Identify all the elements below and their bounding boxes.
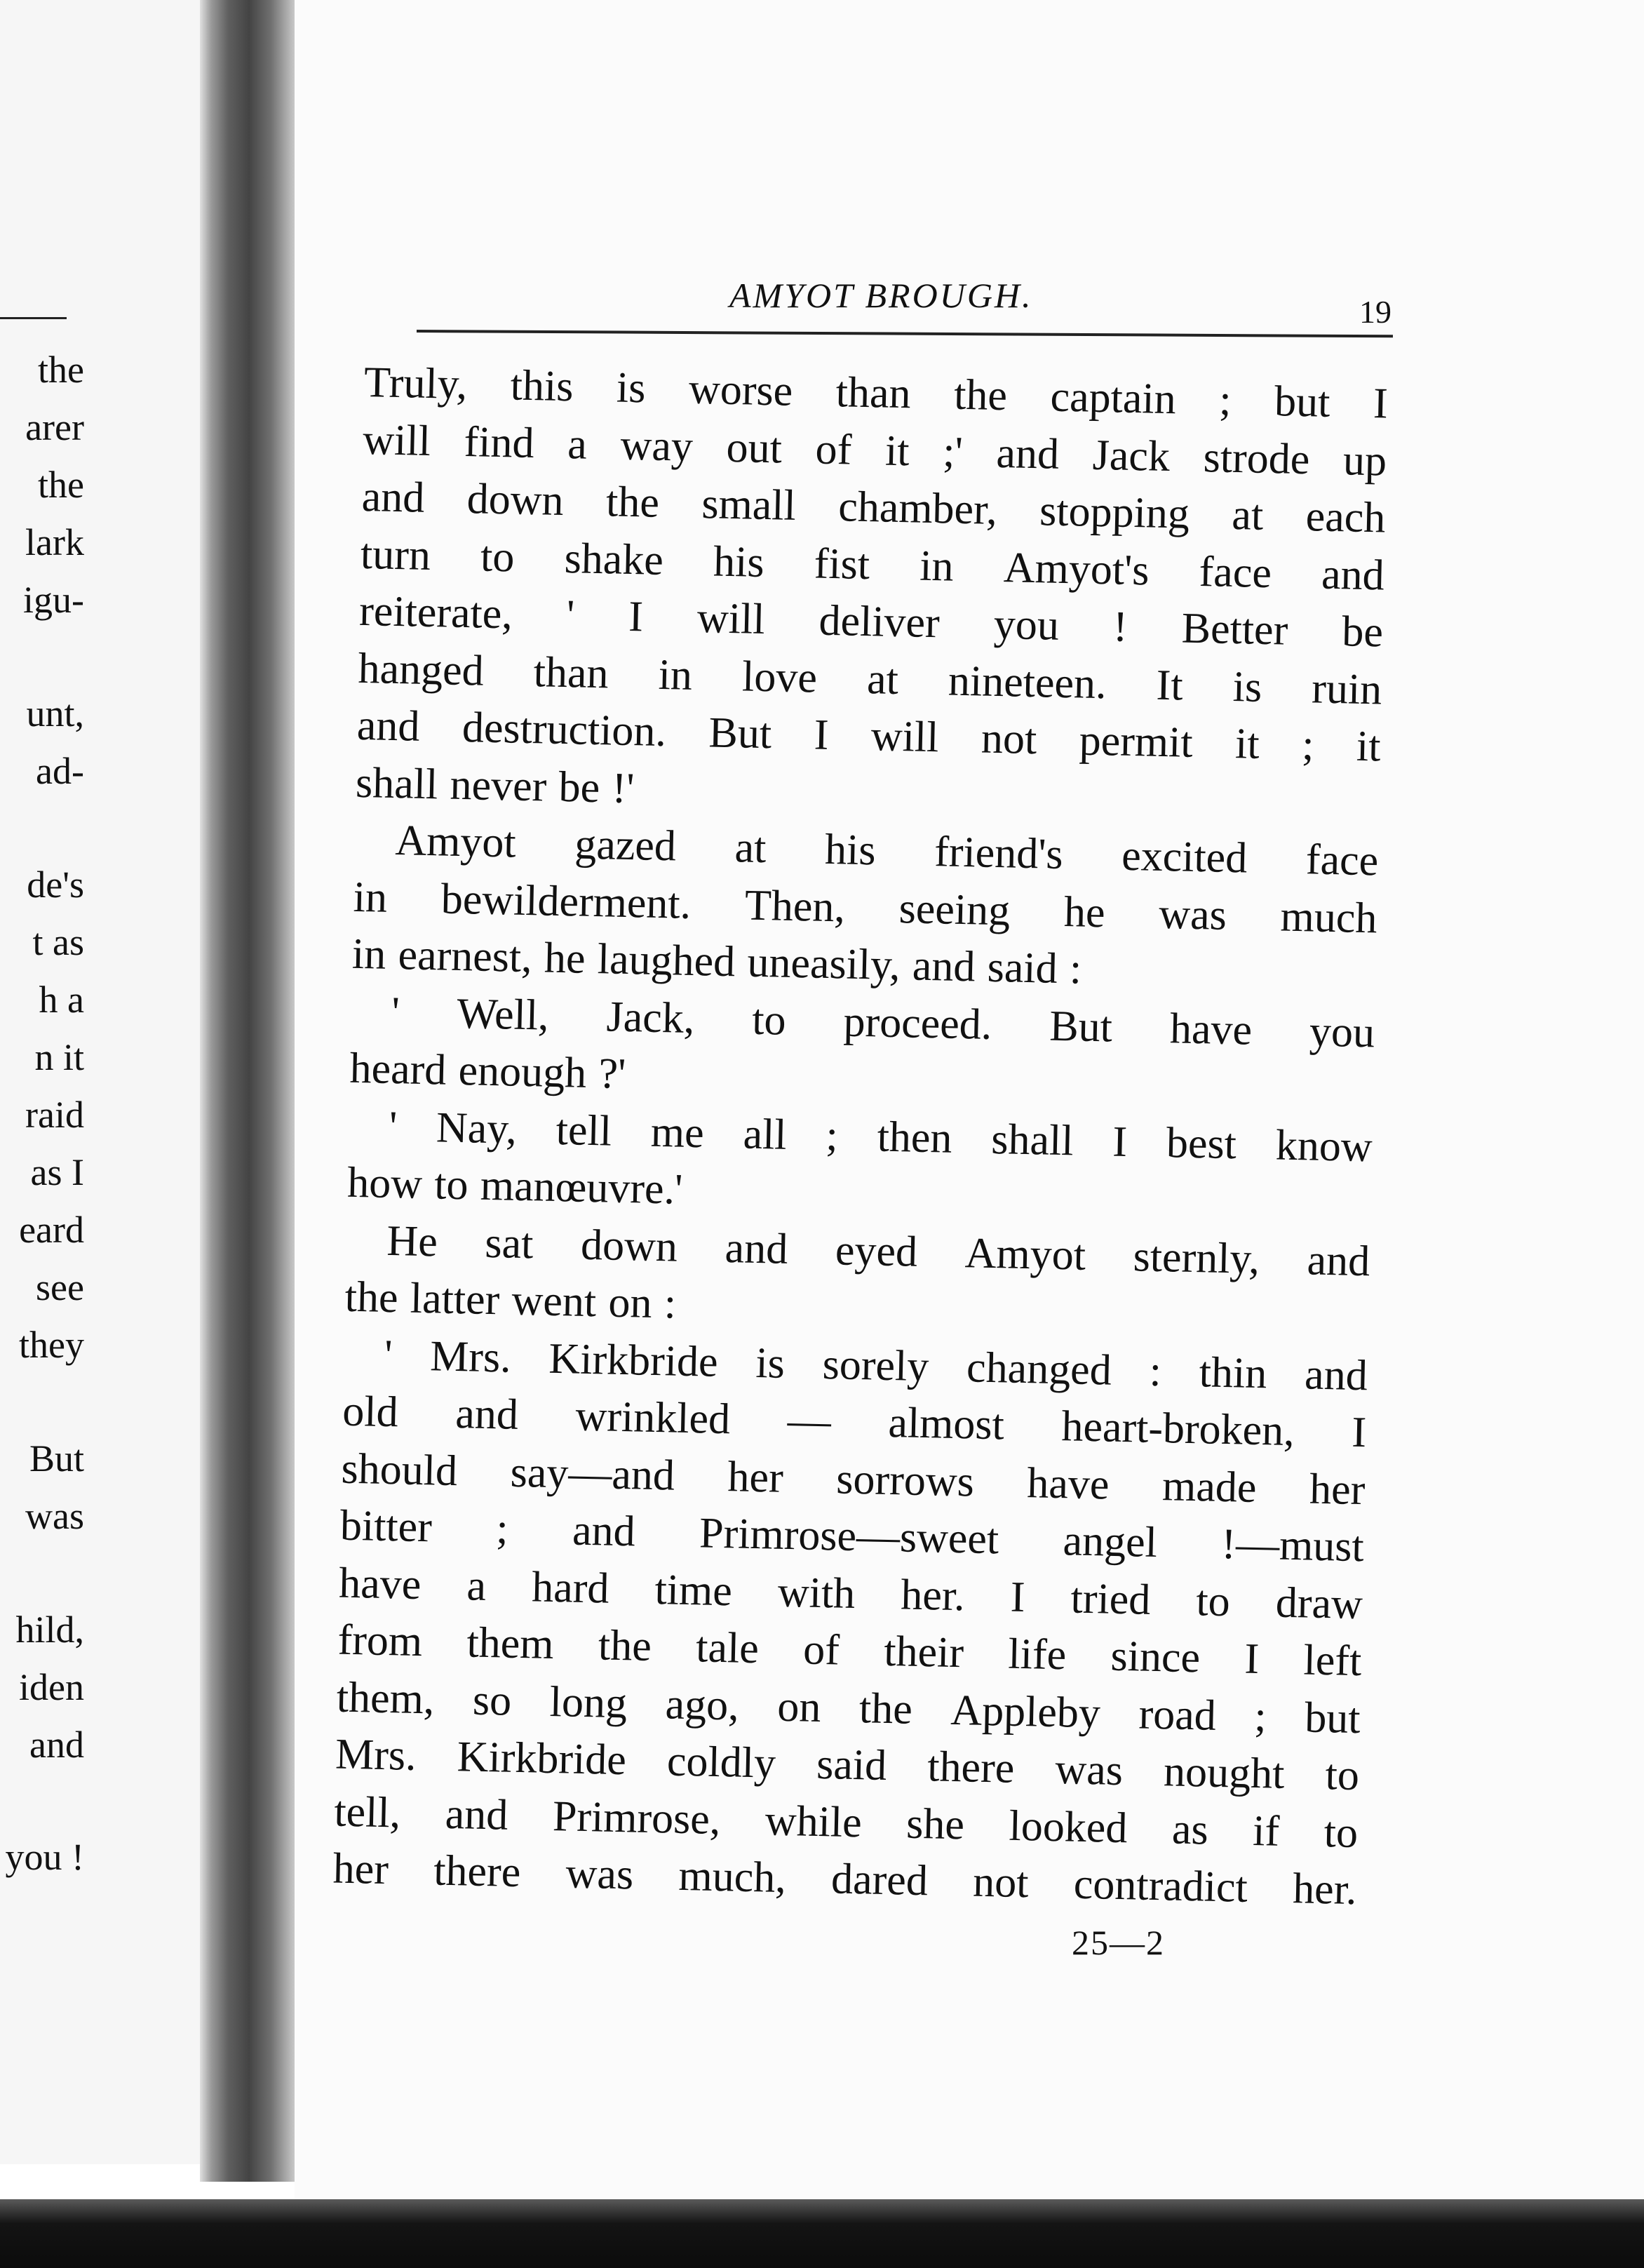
text-line: turn to shake his fist in Amyot's face and — [360, 530, 1385, 600]
text-line: reiterate, ' I will deliver you ! Better be — [358, 586, 1384, 657]
text-line: heard enough ?' — [349, 1044, 626, 1099]
left-page-fragment: the — [38, 464, 84, 506]
text-line: in bewilderment. Then, seeing he was much — [353, 873, 1378, 942]
text-line: and destruction. But I will not permit it ; it — [356, 701, 1382, 771]
left-page-fragment: igu- — [23, 579, 84, 621]
text-line: ' Nay, tell me all ; then shall I best know — [389, 1102, 1373, 1171]
left-page-fragment: arer — [25, 406, 84, 448]
text-line: He sat down and eyed Amyot sternly, and — [386, 1216, 1370, 1285]
left-page-fragment: the — [38, 349, 84, 391]
left-page-fragment: unt, — [26, 692, 84, 734]
left-page-fragment: h a — [39, 979, 84, 1021]
text-line: from them the tale of their life since I left — [337, 1616, 1362, 1686]
left-page-fragment: you ! — [5, 1836, 84, 1878]
running-title: AMYOT BROUGH. — [729, 276, 1033, 315]
left-page-fragment: raid — [25, 1094, 84, 1136]
left-page-fragment: iden — [19, 1666, 84, 1708]
left-page-fragment: hild, — [15, 1609, 84, 1651]
left-page-fragment: t as — [32, 921, 84, 963]
text-line: Mrs. Kirkbride coldly said there was nought to — [335, 1730, 1360, 1800]
left-page-fragment: they — [19, 1324, 84, 1366]
text-line: her there was much, dared not contradict her. — [332, 1844, 1358, 1914]
left-page-fragment: de's — [27, 864, 84, 906]
text-line: them, so long ago, on the Appleby road ; but — [336, 1673, 1361, 1743]
left-page-fragment: ad- — [36, 750, 84, 792]
left-page-rule — [0, 317, 67, 319]
left-page-fragment: and — [29, 1724, 84, 1766]
text-line: old and wrinkled — almost heart-broken, I — [342, 1387, 1367, 1457]
text-line: shall never be !' — [355, 758, 635, 812]
text-line: in earnest, he laughed uneasily, and said : — [351, 930, 1082, 993]
text-line: ' Mrs. Kirkbride is sorely changed : thin and — [384, 1331, 1368, 1400]
text-line: ' Well, Jack, to proceed. But have you — [391, 988, 1375, 1056]
book-gutter — [200, 0, 295, 2182]
text-line: Truly, this is worse than the captain ; but I — [363, 358, 1389, 428]
text-line: Amyot gazed at his friend's excited face — [394, 817, 1379, 885]
left-page — [0, 0, 200, 2164]
left-page-fragment: eard — [19, 1209, 84, 1251]
body-text — [332, 354, 1389, 1919]
left-page-fragment: was — [25, 1495, 84, 1537]
left-page-fragment: n it — [34, 1036, 84, 1078]
text-line: have a hard time with her. I tried to draw — [338, 1559, 1363, 1628]
text-line: and down the small chamber, stopping at each — [361, 472, 1387, 542]
left-page-fragment: But — [29, 1437, 84, 1479]
text-line: the latter went on : — [344, 1273, 677, 1328]
left-page-fragment: lark — [25, 521, 84, 563]
signature-mark: 25—2 — [1072, 1923, 1165, 1962]
scan-bottom-edge — [0, 2199, 1644, 2268]
text-line: should say—and her sorrows have made her — [341, 1444, 1366, 1514]
page-number: 19 — [1359, 294, 1392, 330]
left-page-fragment: see — [36, 1266, 84, 1308]
text-line: bitter ; and Primrose—sweet angel !—must — [339, 1501, 1365, 1571]
text-line: will find a way out of it ;' and Jack strode up — [362, 415, 1387, 485]
text-line: tell, and Primrose, while she looked as if to — [333, 1787, 1359, 1857]
text-line: hanged than in love at nineteen. It is ruin — [357, 644, 1382, 713]
text-line: how to manœuvre.' — [346, 1158, 683, 1214]
left-page-fragment: as I — [30, 1151, 84, 1193]
